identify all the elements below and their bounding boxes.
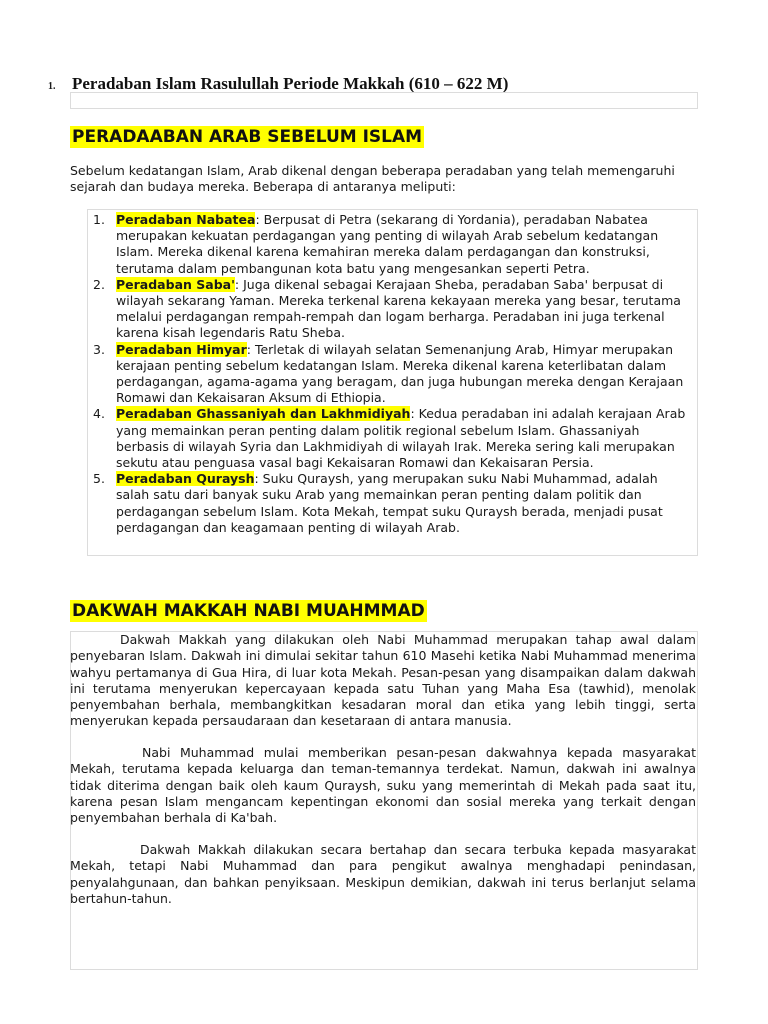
- list-item-text: : Juga dikenal sebagai Kerajaan Sheba, peradaban Saba' berpusat di wilayah sekarang Yaman. Mereka terkenal karena kekayaan mereka yang besar, terutama melalui perdagangan rempah-rempah dan logam berharga. Peradaban ini juga terkenal karena kisah legendaris Ratu Sheba.: [116, 276, 681, 341]
- list-item: [90, 471, 692, 536]
- list-item: [90, 277, 692, 342]
- empty-frame: [70, 92, 698, 109]
- list-item-name: Peradaban Ghassaniyah dan Lakhmidiyah: [116, 406, 411, 422]
- dakwah-paragraph-1: Dakwah Makkah yang dilakukan oleh Nabi Muhammad merupakan tahap awal dalam penyebaran Islam. Dakwah ini dimulai sekitar tahun 610 Masehi ketika Nabi Muhammad menerima wahyu pertamanya di Gua Hira, di luar kota Mekah. Pesan-pesan yang disampaikan dalam dakwah ini terutama menyerukan kepercayaan kepada satu Tuhan yang Maha Esa (tawhid), menolak penyembahan berhala, membangkitkan kesadaran moral dan etika yang lebih tinggi, serta menyerukan kepada persaudaraan dan kesetaraan di antara manusia.: [70, 632, 696, 729]
- list-item-text: : Berpusat di Petra (sekarang di Yordania), peradaban Nabatea merupakan kekuatan perdagangan yang penting di wilayah Arab sebelum kedatangan Islam. Mereka dikenal karena kemahiran mereka dalam perdagangan dan konstruksi, terutama dalam pembangunan kota batu yang mengesankan seperti Petra.: [116, 212, 659, 276]
- list-item-text: : Kedua peradaban ini adalah kerajaan Arab yang memainkan peran penting dalam politik regional sebelum Islam. Ghassaniyah berbasis di wilayah Syria dan Lakhmidiyah di wilayah Irak. Mereka sering kali merupakan sekutu atau penguasa vasal bagi Kekaisaran Romawi dan Kekaisaran Persia.: [116, 406, 686, 471]
- heading-title: Peradaban Islam Rasulullah Periode Makkah (610 – 622 M): [72, 74, 509, 93]
- list-item-number: 4.: [93, 406, 105, 422]
- civilization-list: [90, 212, 692, 536]
- list-item: [90, 406, 692, 471]
- list-item-name: Peradaban Saba': [116, 276, 235, 292]
- list-item-number: 3.: [93, 341, 105, 357]
- section-intro: Sebelum kedatangan Islam, Arab dikenal dengan beberapa peradaban yang telah memengaruhi sejarah dan budaya mereka. Beberapa di antaranya meliputi:: [70, 163, 675, 194]
- list-item-number: 1.: [93, 212, 105, 227]
- dakwah-paragraph-2: Nabi Muhammad mulai memberikan pesan-pesan dakwahnya kepada masyarakat Mekah, terutama kepada keluarga dan teman-temannya terdekat. Namun, dakwah ini awalnya tidak diterima dengan baik oleh kaum Quraysh, suku yang memerintah di Mekah pada saat itu, karena pesan Islam mengancam kepentingan ekonomi dan sosial mereka yang terkait dengan penyembahan berhala di Ka'bah.: [70, 745, 696, 826]
- list-item-name: Peradaban Himyar: [116, 341, 247, 357]
- list-item-text: : Suku Quraysh, yang merupakan suku Nabi Muhammad, adalah salah satu dari banyak suku Arab yang memainkan peran penting dalam politik dan perdagangan sebelum Islam. Kota Mekah, tempat suku Quraysh berada, menjadi pusat perdagangan dan keagamaan penting di wilayah Arab.: [116, 471, 663, 535]
- document-heading: [48, 74, 728, 94]
- section-title-dakwah-makkah: DAKWAH MAKKAH NABI MUAHMMAD: [72, 601, 425, 621]
- list-item-number: 5.: [93, 471, 105, 487]
- list-item-number: 2.: [93, 276, 105, 292]
- list-item-name: Peradaban Quraysh: [116, 471, 255, 487]
- list-item: [90, 342, 692, 407]
- list-item-text: : Terletak di wilayah selatan Semenanjung Arab, Himyar merupakan kerajaan penting sebelum kedatangan Islam. Mereka dikenal karena keterlibatan dalam perdagangan, agama-agama yang beragam, dan juga hubungan mereka dengan Kerajaan Romawi dan Kekaisaran Aksum di Ethiopia.: [116, 341, 684, 406]
- section-title-arab-before-islam: PERADAABAN ARAB SEBELUM ISLAM: [72, 127, 423, 147]
- heading-number: 1.: [48, 81, 56, 92]
- list-item: [90, 212, 692, 277]
- dakwah-paragraph-3: Dakwah Makkah dilakukan secara bertahap dan secara terbuka kepada masyarakat Mekah, tetapi Nabi Muhammad dan para pengikut awalnya menghadapi penindasan, penyalahgunaan, dan bahkan penyiksaan. Meskipun demikian, dakwah ini terus berlanjut selama bertahun-tahun.: [70, 842, 696, 906]
- list-item-name: Peradaban Nabatea: [116, 212, 256, 227]
